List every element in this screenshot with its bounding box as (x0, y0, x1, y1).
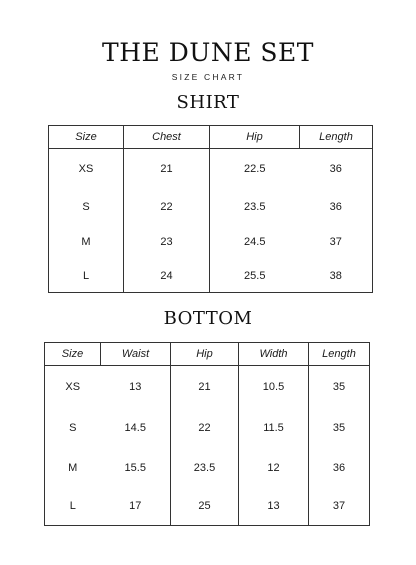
table-cell: S (45, 408, 101, 448)
table-cell: 21 (124, 149, 210, 190)
bottom-size-table (44, 342, 370, 526)
table-row (45, 408, 370, 448)
table-cell: 13 (239, 488, 309, 526)
table-cell: 37 (309, 488, 370, 526)
table-cell: 13 (101, 366, 171, 408)
table-cell: 24.5 (210, 225, 300, 260)
table-cell: 17 (129, 500, 142, 513)
table-cell: 22 (171, 408, 239, 448)
page-subtitle: SIZE CHART (171, 72, 245, 82)
table-cell: 21 (171, 366, 239, 408)
table-row (45, 448, 370, 488)
table-cell: S (49, 190, 124, 225)
table-cell: XS (49, 149, 124, 190)
column-header-size: Size (49, 126, 124, 149)
table-cell: 25.5 (210, 260, 300, 293)
column-header-length: Length (309, 343, 370, 366)
table-header-row (49, 126, 373, 149)
table-row (45, 488, 370, 526)
table-row (49, 260, 373, 293)
table-cell: 10.5 (239, 366, 309, 408)
page-title: THE DUNE SET (102, 38, 314, 67)
table-cell: 24 (124, 260, 210, 293)
column-header-waist: Waist (101, 343, 171, 366)
table-row (49, 149, 373, 190)
table-cell: 23.5 (171, 448, 239, 488)
section-heading-shirt: SHIRT (176, 92, 240, 113)
table-row (45, 366, 370, 408)
table-cell: 36 (329, 201, 342, 213)
table-cell: 12 (239, 448, 309, 488)
column-header-chest: Chest (124, 126, 210, 149)
column-header-size: Size (45, 343, 101, 366)
table-cell: 36 (300, 149, 373, 190)
table-cell: M (49, 225, 124, 260)
table-cell: 37 (329, 236, 342, 248)
table-cell: L (49, 260, 124, 293)
table-cell: 38 (329, 269, 342, 282)
column-header-hip: Hip (210, 126, 300, 149)
column-header-hip: Hip (171, 343, 239, 366)
table-header-row (45, 343, 370, 366)
table-cell: M (45, 448, 101, 488)
shirt-size-table (48, 125, 373, 293)
table-cell: L (45, 488, 101, 526)
table-cell: XS (45, 366, 101, 408)
table-cell: 35 (309, 408, 370, 448)
column-header-length: Length (300, 126, 373, 149)
table-cell: 36 (309, 448, 370, 488)
table-cell: 23 (124, 225, 210, 260)
table-cell: 11.5 (239, 408, 309, 448)
table-cell: 14.5 (124, 421, 146, 434)
table-cell: 22.5 (210, 149, 300, 190)
table-cell: 23.5 (210, 190, 300, 225)
table-row (49, 225, 373, 260)
table-cell: 15.5 (124, 461, 146, 474)
table-cell: 25 (171, 488, 239, 526)
column-header-width: Width (239, 343, 309, 366)
table-cell: 35 (309, 366, 370, 408)
table-cell: 22 (124, 190, 210, 225)
table-row (49, 190, 373, 225)
section-heading-bottom: BOTTOM (163, 308, 253, 329)
